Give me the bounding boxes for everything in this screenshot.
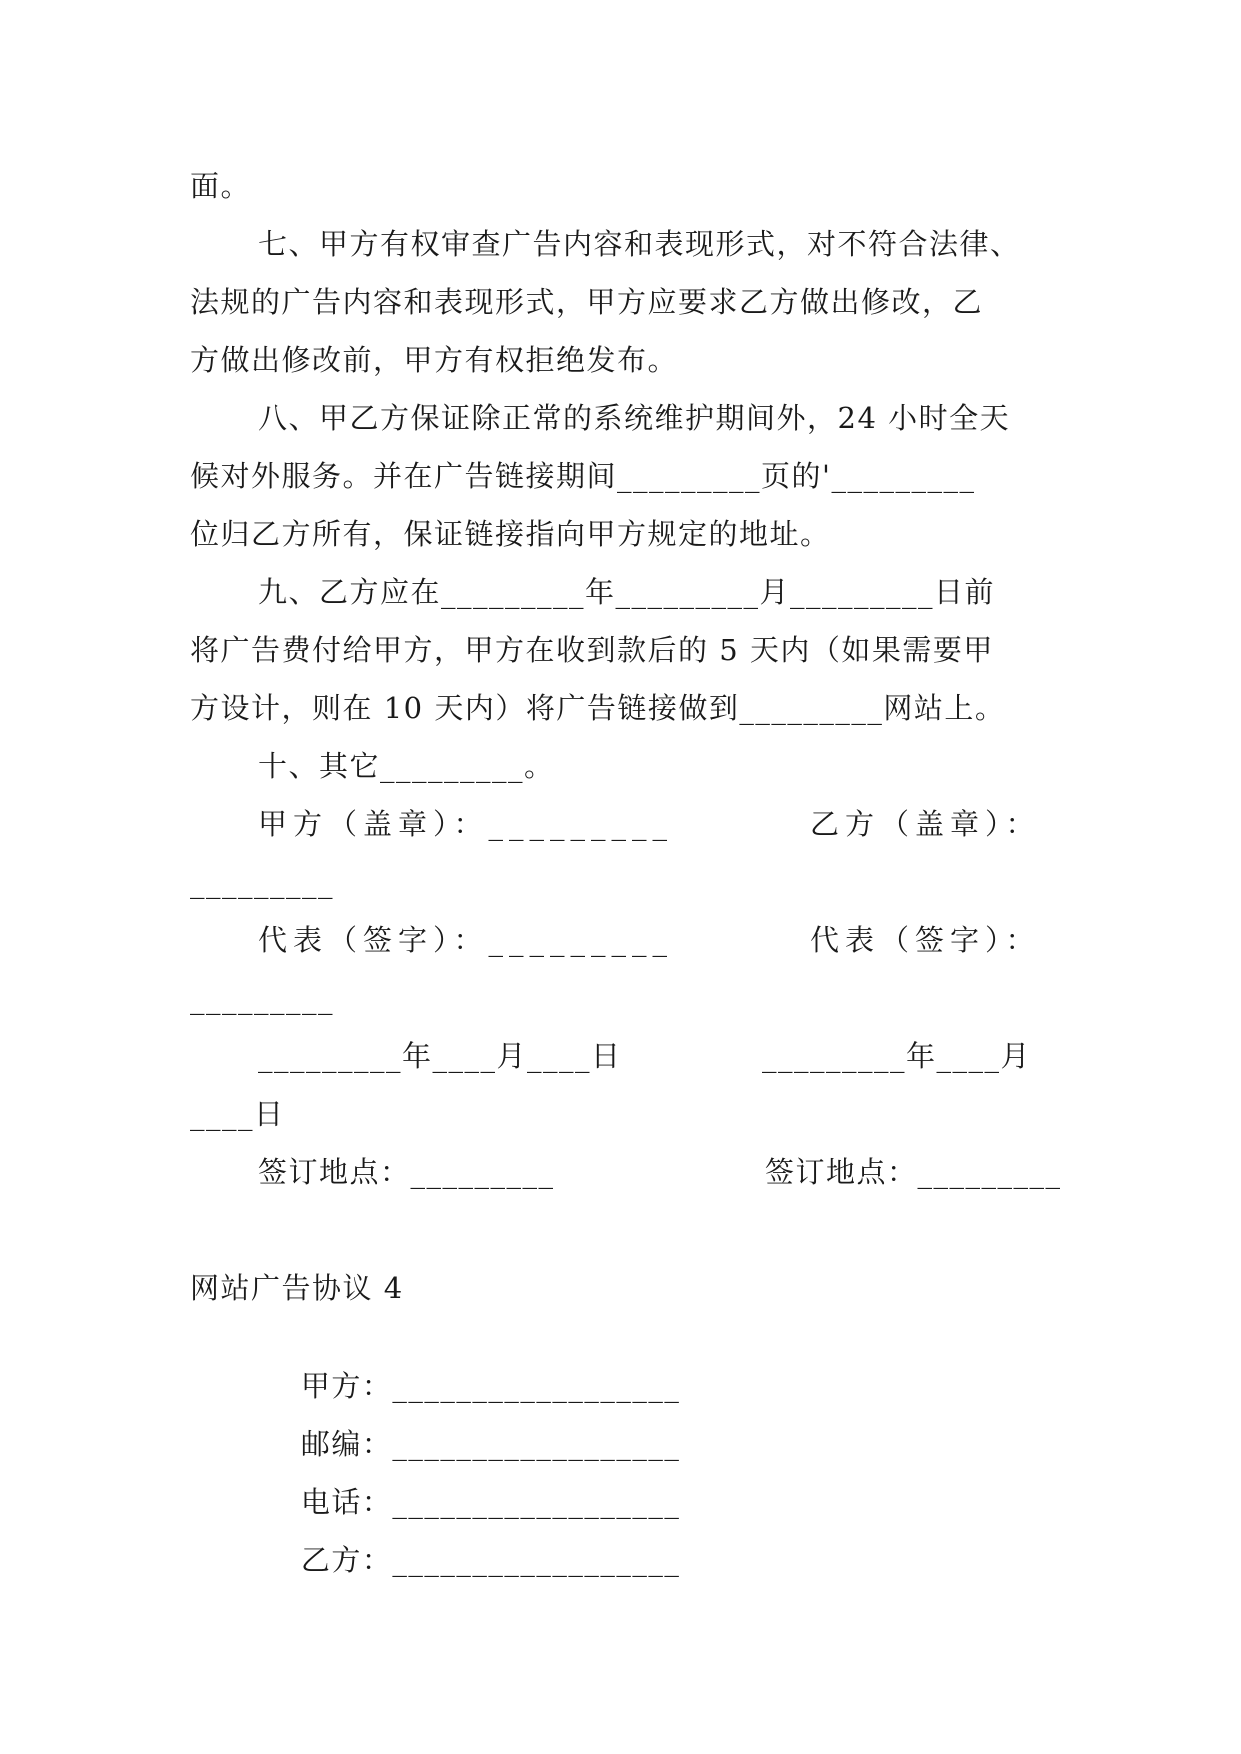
field-label: 乙方： bbox=[300, 1543, 393, 1577]
party-a-date: _________年____月____日 bbox=[258, 1039, 622, 1073]
clause-eight-line: 候对外服务。并在广告链接期间_________页的'_________ bbox=[190, 459, 976, 493]
party-b-representative: 代表（签字）： bbox=[810, 923, 1041, 957]
party-b-signing-place: 签订地点：_________ bbox=[765, 1155, 1062, 1189]
field-blank: __________________ bbox=[392, 1369, 681, 1403]
party-b-representative-blank: _________ bbox=[190, 981, 334, 1015]
clause-ten-line: 十、其它_________。 bbox=[258, 749, 555, 783]
party-b-date: _________年____月 bbox=[762, 1039, 1032, 1073]
clause-nine-line: 将广告费付给甲方，甲方在收到款后的 5 天内（如果需要甲 bbox=[190, 633, 994, 667]
field-blank: __________________ bbox=[392, 1543, 681, 1577]
paragraph-line: 面。 bbox=[190, 169, 252, 203]
party-a-representative: 代表（签字）：_________ bbox=[258, 923, 674, 957]
field-label: 电话： bbox=[300, 1485, 393, 1519]
field-party-b bbox=[258, 1500, 680, 1620]
clause-eight-line: 位归乙方所有，保证链接指向甲方规定的地址。 bbox=[190, 517, 831, 551]
field-blank: __________________ bbox=[392, 1427, 681, 1461]
party-b-date-day: ____日 bbox=[190, 1097, 285, 1131]
clause-nine-line: 九、乙方应在_________年_________月_________日前 bbox=[258, 575, 996, 609]
clause-seven-line: 七、甲方有权审查广告内容和表现形式，对不符合法律、 bbox=[258, 227, 1021, 261]
party-b-seal: 乙方（盖章）： bbox=[810, 807, 1041, 841]
field-label: 甲方： bbox=[300, 1369, 393, 1403]
section-title: 网站广告协议 4 bbox=[190, 1271, 404, 1305]
clause-eight-line: 八、甲乙方保证除正常的系统维护期间外，24 小时全天 bbox=[258, 401, 1011, 435]
clause-seven-line: 方做出修改前，甲方有权拒绝发布。 bbox=[190, 343, 679, 377]
field-label: 邮编： bbox=[300, 1427, 393, 1461]
clause-seven-line: 法规的广告内容和表现形式，甲方应要求乙方做出修改，乙 bbox=[190, 285, 984, 319]
field-blank: __________________ bbox=[392, 1485, 681, 1519]
party-a-seal: 甲方（盖章）：_________ bbox=[258, 807, 674, 841]
clause-nine-line: 方设计，则在 10 天内）将广告链接做到_________网站上。 bbox=[190, 691, 1006, 725]
party-a-signing-place: 签订地点：_________ bbox=[258, 1155, 555, 1189]
party-b-seal-blank: _________ bbox=[190, 865, 334, 899]
